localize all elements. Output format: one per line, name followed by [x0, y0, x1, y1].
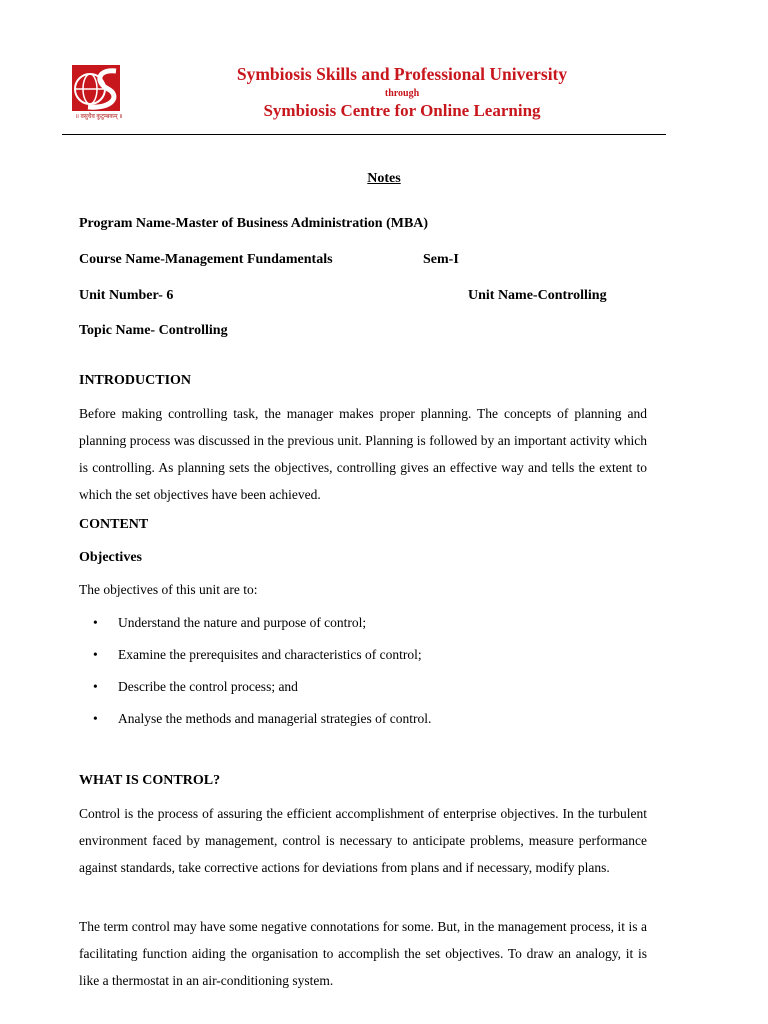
document-header — [66, 58, 666, 130]
control-paragraph-2: The term control may have some negative connotations for some. But, in the management process, it is a facilitating function aiding the organisation to accomplish the set objectives. To draw an analogy, it is like a thermostat in an air-conditioning system. — [79, 919, 647, 988]
objective-text: Analyse the methods and managerial strategies of control. — [118, 711, 432, 726]
content-heading: CONTENT — [79, 517, 149, 532]
bullet-icon: • — [93, 615, 98, 630]
logo-motto: ॥ वसुधैव कुटुम्बकम् ॥ — [75, 114, 123, 120]
introduction-paragraph: Before making controlling task, the manager makes proper planning. The concepts of planning and planning process was discussed in the previous unit. Planning is followed by an important activity which is controlling. As planning sets the objectives, controlling gives an effective way and tells the extent to which the set objectives have been achieved. — [79, 406, 647, 502]
centre-name: Symbiosis Centre for Online Learning — [263, 101, 541, 120]
unit-name: Unit Name-Controlling — [468, 288, 607, 303]
course-name: Course Name-Management Fundamentals — [79, 252, 333, 267]
what-is-control-heading: WHAT IS CONTROL? — [79, 773, 221, 788]
program-name: Program Name-Master of Business Administration (MBA) — [79, 216, 429, 231]
bullet-icon: • — [93, 711, 98, 726]
introduction-heading: INTRODUCTION — [79, 373, 192, 388]
bullet-icon: • — [93, 679, 98, 694]
university-name: Symbiosis Skills and Professional University — [236, 64, 568, 84]
objective-text: Understand the nature and purpose of control; — [118, 615, 367, 630]
notes-title: Notes — [367, 171, 401, 186]
control-paragraph-1: Control is the process of assuring the efficient accomplishment of enterprise objectives. In the turbulent environment faced by management, control is necessary to anticipate problems, measure performance against standards, take corrective actions for deviations from plans and if necessary, modify plans. — [79, 806, 647, 875]
header-divider — [62, 134, 666, 135]
topic-name: Topic Name- Controlling — [79, 323, 228, 338]
objective-text: Describe the control process; and — [118, 679, 298, 694]
unit-number: Unit Number- 6 — [79, 288, 174, 303]
semester: Sem-I — [423, 252, 459, 267]
objectives-heading: Objectives — [79, 550, 142, 565]
objectives-intro: The objectives of this unit are to: — [79, 582, 258, 597]
through-label: through — [384, 88, 420, 99]
objective-text: Examine the prerequisites and characteristics of control; — [118, 647, 422, 662]
bullet-icon: • — [93, 647, 98, 662]
